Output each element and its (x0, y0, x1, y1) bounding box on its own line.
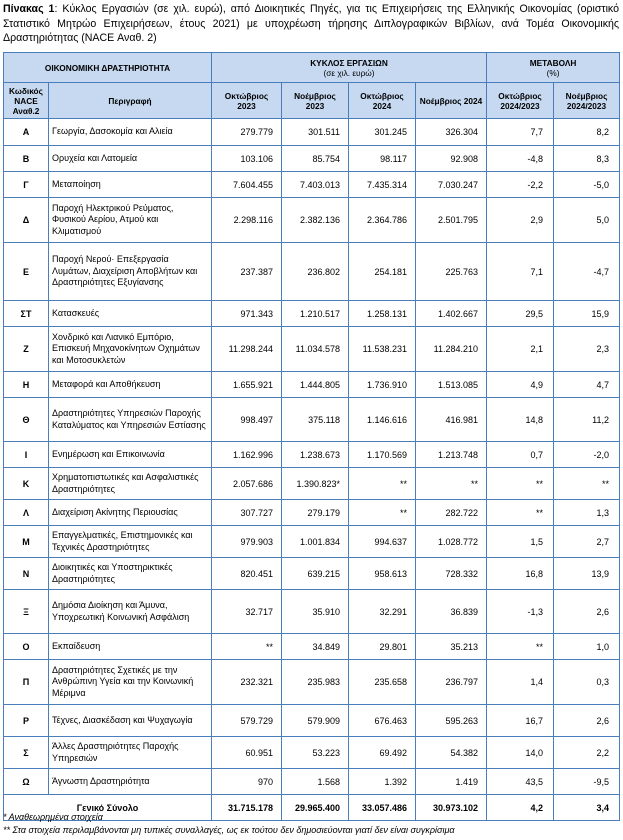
row-code: Κ (4, 468, 49, 500)
table-row (4, 500, 620, 526)
row-oct23: 820.451 (212, 558, 282, 590)
header-change-title: ΜΕΤΑΒΟΛΗ (529, 57, 577, 68)
row-ch-nov: -9,5 (554, 769, 620, 795)
footnote-nontypical: ** Στα στοιχεία περιλαμβάνονται μη τυπικές συναλλαγές, ως εκ τούτου δεν δημοσιεύονται γιατί δεν είναι συγκρίσιμα (3, 825, 455, 835)
row-ch-nov: ** (554, 468, 620, 500)
row-ch-oct: 14,0 (487, 737, 554, 769)
header-ch-oct: Οκτώβριος 2024/2023 (487, 83, 554, 119)
row-nov24: 7.030.247 (416, 172, 487, 198)
table-row (4, 558, 620, 590)
row-nov23: 236.802 (282, 243, 349, 301)
total-oct23: 31.715.178 (212, 795, 282, 821)
row-ch-oct: 7,1 (487, 243, 554, 301)
table-row (4, 301, 620, 327)
row-ch-nov: 2,6 (554, 705, 620, 737)
row-code: Π (4, 660, 49, 705)
table-row (4, 769, 620, 795)
row-desc: Δραστηριότητες Υπηρεσιών Παροχής Καταλύματος και Υπηρεσιών Εστίασης (49, 398, 212, 442)
row-desc: Εκπαίδευση (49, 634, 212, 660)
header-turnover-title: ΚΥΚΛΟΣ ΕΡΓΑΣΙΩΝ (310, 57, 388, 68)
row-nov24: 1.419 (416, 769, 487, 795)
row-oct24: 11.538.231 (349, 327, 416, 372)
row-nov24: 2.501.795 (416, 198, 487, 243)
row-ch-nov: 2,3 (554, 327, 620, 372)
row-oct23: 998.497 (212, 398, 282, 442)
row-oct24: 69.492 (349, 737, 416, 769)
table-row (4, 526, 620, 558)
row-ch-oct: ** (487, 634, 554, 660)
row-nov24: 92.908 (416, 146, 487, 172)
row-desc: Κατασκευές (49, 301, 212, 327)
row-code: Γ (4, 172, 49, 198)
total-oct24: 33.057.486 (349, 795, 416, 821)
row-desc: Διοικητικές και Υποστηρικτικές Δραστηριότητες (49, 558, 212, 590)
footnotes (3, 811, 455, 837)
row-ch-nov: 8,3 (554, 146, 620, 172)
row-oct23: 1.655.921 (212, 372, 282, 398)
row-nov24: 416.981 (416, 398, 487, 442)
row-ch-oct: 1,5 (487, 526, 554, 558)
turnover-table (3, 52, 620, 821)
row-desc: Μεταποίηση (49, 172, 212, 198)
row-desc: Άλλες Δραστηριότητες Παροχής Υπηρεσιών (49, 737, 212, 769)
table-caption (3, 2, 619, 46)
row-nov24: 225.763 (416, 243, 487, 301)
row-ch-nov: 0,3 (554, 660, 620, 705)
table-row (4, 660, 620, 705)
row-nov24: 1.028.772 (416, 526, 487, 558)
row-ch-oct: 0,7 (487, 442, 554, 468)
row-code: Η (4, 372, 49, 398)
row-nov23: 1.444.805 (282, 372, 349, 398)
row-nov23: 235.983 (282, 660, 349, 705)
row-nov23: 375.118 (282, 398, 349, 442)
table-row (4, 737, 620, 769)
row-oct24: 235.658 (349, 660, 416, 705)
row-ch-nov: 1,3 (554, 500, 620, 526)
caption-label: Πίνακας 1 (3, 3, 55, 15)
row-nov24: 1.513.085 (416, 372, 487, 398)
row-code: Ε (4, 243, 49, 301)
row-ch-nov: 13,9 (554, 558, 620, 590)
row-desc: Ορυχεία και Λατομεία (49, 146, 212, 172)
row-ch-oct: 2,9 (487, 198, 554, 243)
header-code: Κωδικός NACE Αναθ.2 (4, 83, 49, 119)
row-code: Β (4, 146, 49, 172)
total-label: Γενικό Σύνολο (4, 795, 212, 821)
row-ch-oct: ** (487, 468, 554, 500)
row-ch-nov: 2,6 (554, 590, 620, 634)
row-code: Ζ (4, 327, 49, 372)
row-oct24: 32.291 (349, 590, 416, 634)
row-oct23: 279.779 (212, 119, 282, 146)
header-nov23: Νοέμβριος 2023 (282, 83, 349, 119)
row-oct24: 2.364.786 (349, 198, 416, 243)
row-ch-nov: -4,7 (554, 243, 620, 301)
table-row (4, 327, 620, 372)
header-desc: Περιγραφή (49, 83, 212, 119)
row-nov23: 1.210.517 (282, 301, 349, 327)
table-row (4, 243, 620, 301)
row-oct23: 103.106 (212, 146, 282, 172)
total-ch-oct: 4,2 (487, 795, 554, 821)
row-ch-oct: ** (487, 500, 554, 526)
row-code: Θ (4, 398, 49, 442)
total-ch-nov: 3,4 (554, 795, 620, 821)
table-row (4, 705, 620, 737)
row-nov24: 595.263 (416, 705, 487, 737)
row-ch-oct: 16,7 (487, 705, 554, 737)
header-turnover-unit: (σε χιλ. ευρώ) (323, 67, 375, 78)
row-nov23: 1.238.673 (282, 442, 349, 468)
row-desc: Χρηματοπιστωτικές και Ασφαλιστικές Δραστηριότητες (49, 468, 212, 500)
row-nov24: ** (416, 468, 487, 500)
row-code: Λ (4, 500, 49, 526)
row-nov23: 639.215 (282, 558, 349, 590)
row-nov23: 1.568 (282, 769, 349, 795)
row-oct24: 676.463 (349, 705, 416, 737)
row-ch-nov: 2,7 (554, 526, 620, 558)
row-oct24: 994.637 (349, 526, 416, 558)
row-oct23: 307.727 (212, 500, 282, 526)
row-oct24: 98.117 (349, 146, 416, 172)
table-row (4, 146, 620, 172)
row-ch-nov: -5,0 (554, 172, 620, 198)
caption-text: : Κύκλος Εργασιών (σε χιλ. ευρώ), από Διοικητικές Πηγές, για τις Επιχειρήσεις της Ελληνικής Οικονομίας (οριστικό Στατιστικό Μητρώο Επιχειρήσεων, έτους 2021) με υποχρέωση τήρησης Διπλογραφικών Βιβλίων, ανά Τομέα Οικονομικής Δραστηριότητας (NACE Αναθ. 2) (3, 3, 619, 44)
row-ch-nov: -2,0 (554, 442, 620, 468)
row-nov23: 2.382.136 (282, 198, 349, 243)
row-nov24: 1.402.667 (416, 301, 487, 327)
row-nov24: 1.213.748 (416, 442, 487, 468)
row-ch-oct: 1,4 (487, 660, 554, 705)
row-oct23: 579.729 (212, 705, 282, 737)
row-code: Α (4, 119, 49, 146)
row-ch-oct: 16,8 (487, 558, 554, 590)
row-desc: Μεταφορά και Αποθήκευση (49, 372, 212, 398)
header-turnover (212, 53, 487, 83)
row-nov23: 279.179 (282, 500, 349, 526)
row-nov24: 11.284.210 (416, 327, 487, 372)
row-ch-oct: 29,5 (487, 301, 554, 327)
row-oct24: ** (349, 500, 416, 526)
row-oct24: 958.613 (349, 558, 416, 590)
row-oct24: 301.245 (349, 119, 416, 146)
row-desc: Διαχείριση Ακίνητης Περιουσίας (49, 500, 212, 526)
row-oct23: 979.903 (212, 526, 282, 558)
row-oct23: 32.717 (212, 590, 282, 634)
row-desc: Επαγγελματικές, Επιστημονικές και Τεχνικές Δραστηριότητες (49, 526, 212, 558)
row-oct24: 1.392 (349, 769, 416, 795)
total-nov24: 30.973.102 (416, 795, 487, 821)
row-ch-oct: -2,2 (487, 172, 554, 198)
row-oct23: 232.321 (212, 660, 282, 705)
row-code: Ο (4, 634, 49, 660)
row-desc: Γεωργία, Δασοκομία και Αλιεία (49, 119, 212, 146)
header-change-unit: (%) (546, 67, 560, 78)
header-oct24: Οκτώβριος 2024 (349, 83, 416, 119)
table-row (4, 198, 620, 243)
row-oct24: 1.170.569 (349, 442, 416, 468)
row-code: Ν (4, 558, 49, 590)
row-code: Ω (4, 769, 49, 795)
row-oct23: 7.604.455 (212, 172, 282, 198)
row-ch-oct: 4,9 (487, 372, 554, 398)
row-nov23: 579.909 (282, 705, 349, 737)
row-code: Ξ (4, 590, 49, 634)
row-desc: Παροχή Νερού· Επεξεργασία Λυμάτων, Διαχείριση Αποβλήτων και Δραστηριότητες Εξυγίανσης (49, 243, 212, 301)
row-oct24: 254.181 (349, 243, 416, 301)
row-oct23: 2.298.116 (212, 198, 282, 243)
row-oct24: 7.435.314 (349, 172, 416, 198)
row-desc: Δραστηριότητες Σχετικές με την Ανθρώπινη Υγεία και την Κοινωνική Μέριμνα (49, 660, 212, 705)
row-code: Ι (4, 442, 49, 468)
row-ch-oct: 7,7 (487, 119, 554, 146)
row-oct24: 1.736.910 (349, 372, 416, 398)
row-code: Σ (4, 737, 49, 769)
row-nov23: 7.403.013 (282, 172, 349, 198)
row-desc: Τέχνες, Διασκέδαση και Ψυχαγωγία (49, 705, 212, 737)
row-desc: Άγνωστη Δραστηριότητα (49, 769, 212, 795)
row-oct23: ** (212, 634, 282, 660)
row-ch-nov: 8,2 (554, 119, 620, 146)
header-nov24: Νοέμβριος 2024 (416, 83, 487, 119)
row-nov23: 85.754 (282, 146, 349, 172)
row-nov24: 236.797 (416, 660, 487, 705)
footnote-revised: * Αναθεωρημένα στοιχεία (3, 812, 103, 822)
row-nov23: 34.849 (282, 634, 349, 660)
row-code: ΣΤ (4, 301, 49, 327)
row-oct23: 1.162.996 (212, 442, 282, 468)
row-oct24: 29.801 (349, 634, 416, 660)
row-oct24: 1.258.131 (349, 301, 416, 327)
table-row (4, 634, 620, 660)
row-code: Ρ (4, 705, 49, 737)
row-nov24: 326.304 (416, 119, 487, 146)
row-ch-oct: 2,1 (487, 327, 554, 372)
header-change (487, 53, 620, 83)
row-oct24: 1.146.616 (349, 398, 416, 442)
table-row (4, 442, 620, 468)
row-desc: Ενημέρωση και Επικοινωνία (49, 442, 212, 468)
row-oct23: 60.951 (212, 737, 282, 769)
row-ch-oct: -1,3 (487, 590, 554, 634)
row-ch-nov: 1,0 (554, 634, 620, 660)
row-ch-nov: 2,2 (554, 737, 620, 769)
row-ch-oct: -4,8 (487, 146, 554, 172)
row-oct23: 11.298.244 (212, 327, 282, 372)
row-ch-nov: 4,7 (554, 372, 620, 398)
table-row (4, 372, 620, 398)
row-nov23: 35.910 (282, 590, 349, 634)
table-row (4, 172, 620, 198)
row-nov23: 53.223 (282, 737, 349, 769)
row-nov23: 1.001.834 (282, 526, 349, 558)
row-oct23: 970 (212, 769, 282, 795)
row-code: Δ (4, 198, 49, 243)
row-nov24: 282.722 (416, 500, 487, 526)
header-activity: ΟΙΚΟΝΟΜΙΚΗ ΔΡΑΣΤΗΡΙΟΤΗΤΑ (4, 53, 212, 83)
row-nov24: 728.332 (416, 558, 487, 590)
row-desc: Παροχή Ηλεκτρικού Ρεύματος, Φυσικού Αερίου, Ατμού και Κλιματισμού (49, 198, 212, 243)
row-nov23: 1.390.823* (282, 468, 349, 500)
row-nov24: 35.213 (416, 634, 487, 660)
table-row (4, 590, 620, 634)
row-code: Μ (4, 526, 49, 558)
table-row (4, 398, 620, 442)
row-nov24: 36.839 (416, 590, 487, 634)
row-nov23: 11.034.578 (282, 327, 349, 372)
row-ch-nov: 11,2 (554, 398, 620, 442)
row-ch-nov: 5,0 (554, 198, 620, 243)
row-ch-nov: 15,9 (554, 301, 620, 327)
row-desc: Δημόσια Διοίκηση και Άμυνα, Υποχρεωτική Κοινωνική Ασφάλιση (49, 590, 212, 634)
table-row (4, 468, 620, 500)
header-oct23: Οκτώβριος 2023 (212, 83, 282, 119)
row-oct23: 2.057.686 (212, 468, 282, 500)
table-row (4, 119, 620, 146)
row-oct23: 237.387 (212, 243, 282, 301)
row-ch-oct: 43,5 (487, 769, 554, 795)
row-nov24: 54.382 (416, 737, 487, 769)
row-oct23: 971.343 (212, 301, 282, 327)
total-nov23: 29.965.400 (282, 795, 349, 821)
row-desc: Χονδρικό και Λιανικό Εμπόριο, Επισκευή Μηχανοκίνητων Οχημάτων και Μοτοσυκλετών (49, 327, 212, 372)
row-ch-oct: 14,8 (487, 398, 554, 442)
row-oct24: ** (349, 468, 416, 500)
header-ch-nov: Νοέμβριος 2024/2023 (554, 83, 620, 119)
row-nov23: 301.511 (282, 119, 349, 146)
